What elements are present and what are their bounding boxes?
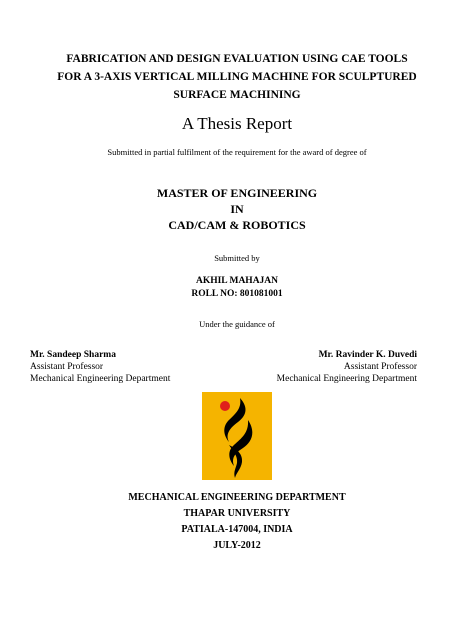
degree-line-1: MASTER OF ENGINEERING — [156, 186, 318, 200]
report-type: A Thesis Report — [181, 114, 293, 133]
submission-date: JULY-2012 — [213, 540, 261, 551]
university-address: PATIALA-147004, INDIA — [181, 524, 293, 535]
thesis-title-line-1: FABRICATION AND DESIGN EVALUATION USING CAE TOOLS — [66, 53, 408, 65]
department-name: MECHANICAL ENGINEERING DEPARTMENT — [128, 492, 346, 503]
submitted-by-label: Submitted by — [214, 253, 260, 263]
guide-right — [277, 349, 417, 385]
university-logo-icon — [202, 392, 272, 480]
guide-name: Mr. Ravinder K. Duvedi — [318, 350, 417, 360]
degree-line-3: CAD/CAM & ROBOTICS — [168, 218, 306, 232]
student-name: AKHIL MAHAJAN — [195, 276, 279, 286]
guide-name: Mr. Sandeep Sharma — [30, 350, 116, 360]
thesis-title-line-3: SURFACE MACHINING — [173, 89, 301, 101]
thesis-title-line-2: FOR A 3-AXIS VERTICAL MILLING MACHINE FOR SCULPTURED — [57, 71, 417, 83]
university-name: THAPAR UNIVERSITY — [183, 508, 291, 519]
guide-designation: Assistant Professor — [30, 362, 104, 372]
guide-department: Mechanical Engineering Department — [30, 374, 171, 384]
guidance-label: Under the guidance of — [199, 319, 275, 329]
guide-left — [30, 349, 170, 385]
guide-designation: Assistant Professor — [343, 362, 417, 372]
degree-line-2: IN — [230, 202, 244, 216]
student-roll-number: ROLL NO: 801081001 — [191, 289, 283, 299]
guide-department: Mechanical Engineering Department — [276, 374, 417, 384]
submission-note: Submitted in partial fulfilment of the requirement for the award of degree of — [107, 147, 367, 157]
